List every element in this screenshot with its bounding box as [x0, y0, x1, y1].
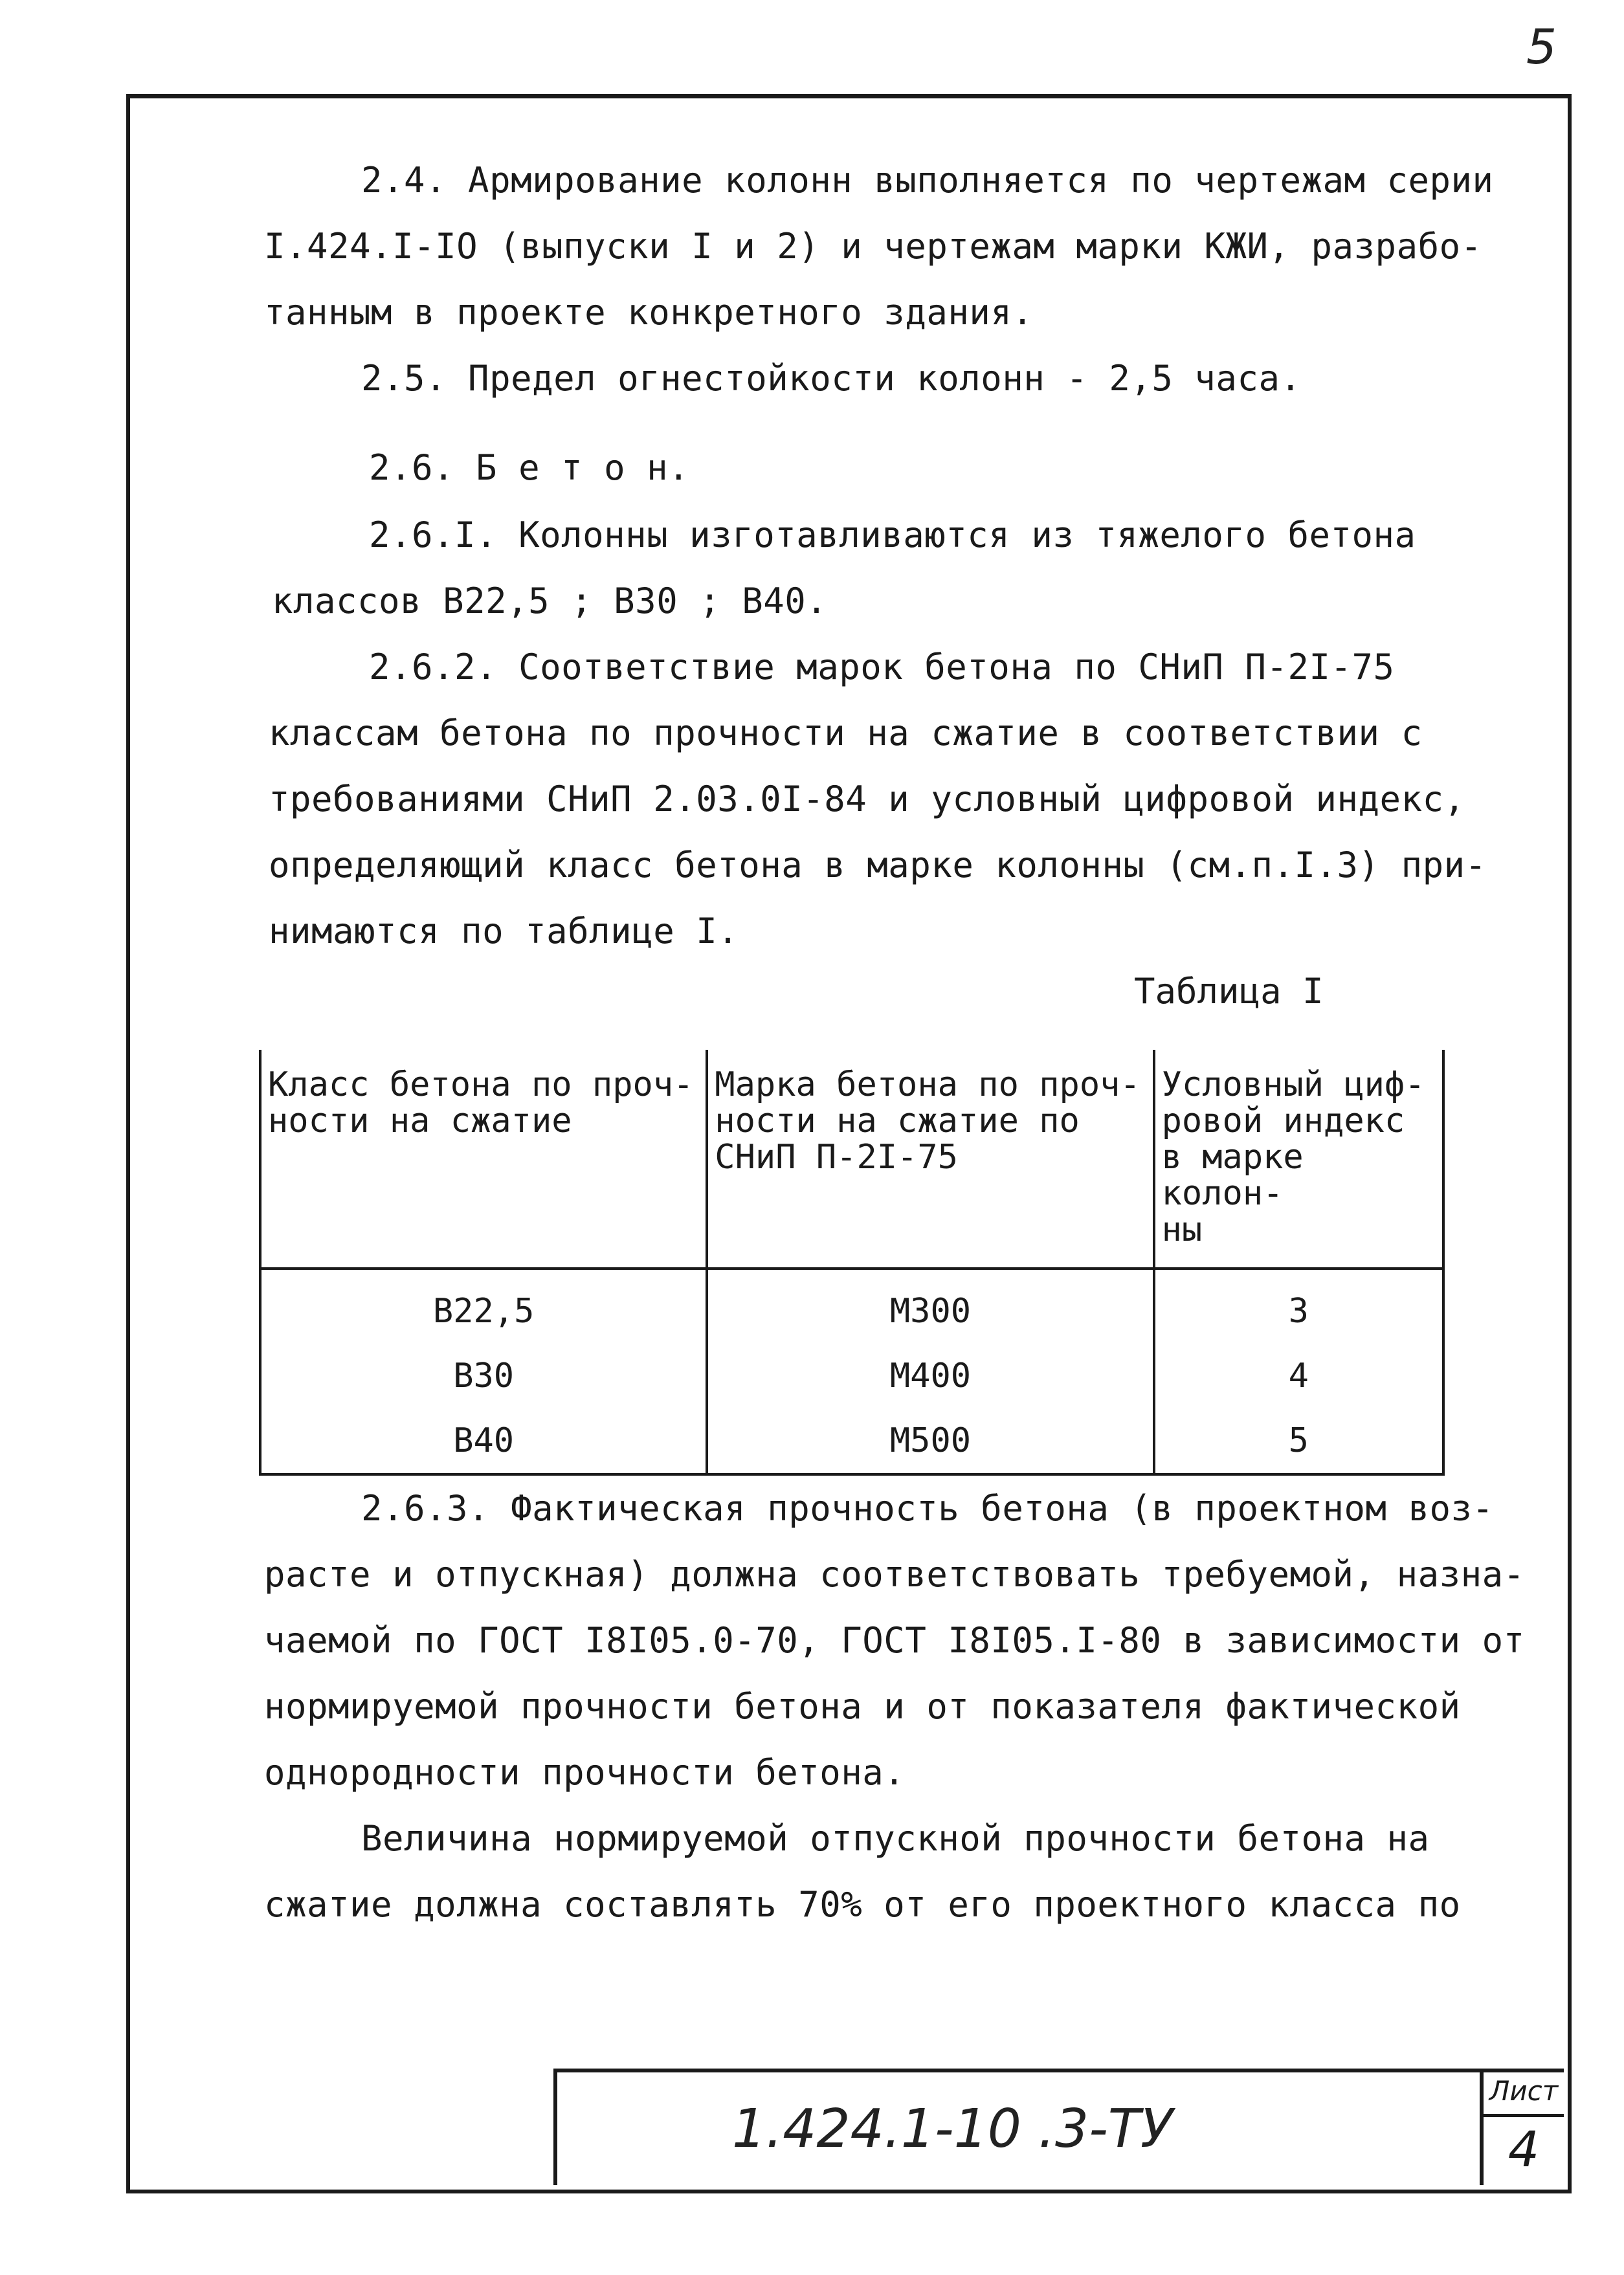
- sheet-label: Лист: [1484, 2069, 1564, 2117]
- paragraph-2-4-line-3: танным в проекте конкретного здания.: [264, 292, 1034, 333]
- table-cell-class: В30: [260, 1344, 707, 1408]
- column-header-grade: Марка бетона по проч- ности на сжатие по СНиП П-2I-75: [707, 1050, 1153, 1269]
- paragraph-2-4-line-1: 2.4. Армирование колонн выполняется по чертежам серии: [361, 160, 1494, 201]
- table-row: [260, 1269, 1443, 1344]
- paragraph-release-strength-line-2: сжатие должна составлять 70% от его проектного класса по: [264, 1884, 1461, 1925]
- table-row: [260, 1408, 1443, 1474]
- paragraph-2-6-1-line-2: классов В22,5 ; В30 ; В40.: [272, 581, 828, 621]
- section-heading-2-6: 2.6. Б е т о н.: [369, 447, 690, 488]
- paragraph-2-6-2-line-2: классам бетона по прочности на сжатие в соответствии с: [269, 713, 1423, 753]
- paragraph-2-6-3-line-2: расте и отпускная) должна соответствовать требуемой, назна-: [264, 1554, 1525, 1595]
- table-row: [260, 1344, 1443, 1408]
- document-code: 1.424.1-10 .3-ТУ: [732, 2098, 1173, 2160]
- paragraph-2-6-2-line-4: определяющий класс бетона в марке колонны (см.п.I.3) при-: [269, 845, 1487, 885]
- paragraph-2-6-2-line-5: нимаются по таблице I.: [269, 911, 739, 951]
- page-number: 5: [1526, 19, 1557, 75]
- table-cell-grade: М500: [707, 1408, 1153, 1474]
- title-block-stamp: [553, 2069, 1564, 2185]
- paragraph-2-6-2-line-1: 2.6.2. Соответствие марок бетона по СНиП П-2I-75: [369, 647, 1395, 687]
- sheet-number: 4: [1507, 2120, 1540, 2178]
- paragraph-2-6-3-line-3: чаемой по ГОСТ I8I05.0-70, ГОСТ I8I05.I-80 в зависимости от: [264, 1620, 1525, 1661]
- table-cell-grade: М300: [707, 1269, 1153, 1344]
- paragraph-2-6-3-line-4: нормируемой прочности бетона и от показателя фактической: [264, 1686, 1461, 1727]
- paragraph-release-strength-line-1: Величина нормируемой отпускной прочности бетона на: [361, 1818, 1430, 1859]
- column-header-strength-class: Класс бетона по проч- ности на сжатие: [260, 1050, 707, 1269]
- table-cell-index: 4: [1154, 1344, 1443, 1408]
- table-cell-class: В40: [260, 1408, 707, 1474]
- paragraph-2-6-2-line-3: требованиями СНиП 2.03.0I-84 и условный цифровой индекс,: [269, 779, 1465, 819]
- column-header-digit-index: Условный циф- ровой индекс в марке колон- ны: [1154, 1050, 1443, 1269]
- table-cell-index: 5: [1154, 1408, 1443, 1474]
- table-cell-index: 3: [1154, 1269, 1443, 1344]
- paragraph-2-5: 2.5. Предел огнестойкости колонн - 2,5 часа.: [361, 358, 1302, 399]
- concrete-class-table: [259, 1050, 1445, 1476]
- sheet-cell: [1480, 2069, 1564, 2185]
- table-caption: Таблица I: [1134, 971, 1324, 1012]
- paragraph-2-6-3-line-1: 2.6.3. Фактическая прочность бетона (в проектном воз-: [361, 1488, 1494, 1529]
- paragraph-2-6-3-line-5: однородности прочности бетона.: [264, 1752, 906, 1793]
- table-header-row: [260, 1050, 1443, 1269]
- table-cell-grade: М400: [707, 1344, 1153, 1408]
- paragraph-2-4-line-2: I.424.I-IO (выпуски I и 2) и чертежам марки КЖИ, разрабо-: [264, 226, 1482, 267]
- paragraph-2-6-1-line-1: 2.6.I. Колонны изготавливаются из тяжелого бетона: [369, 515, 1416, 555]
- table-cell-class: В22,5: [260, 1269, 707, 1344]
